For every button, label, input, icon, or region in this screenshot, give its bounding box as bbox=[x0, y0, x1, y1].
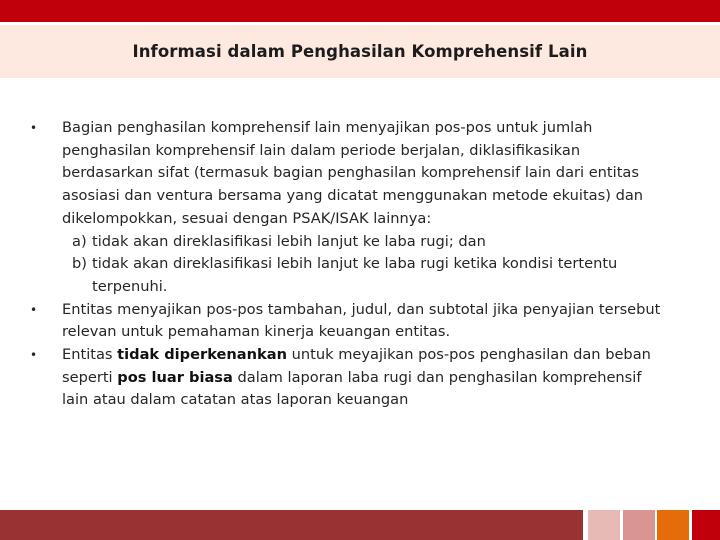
bullet-icon: • bbox=[30, 302, 38, 317]
footer-color-block bbox=[657, 510, 689, 540]
footer-color-block bbox=[692, 510, 720, 540]
bullet-icon: • bbox=[30, 348, 38, 363]
slide-title: Informasi dalam Penghasilan Komprehensif Lain bbox=[132, 42, 588, 61]
bullet-item bbox=[30, 117, 670, 231]
bullet-icon: • bbox=[30, 121, 38, 135]
title-banner bbox=[0, 22, 720, 78]
bullet-text: Entitas tidak diperkenankan untuk meyajikan pos-pos penghasilan dan beban seperti pos luar biasa dalam laporan laba rugi dan penghasilan komprehensif lain atau dalam catatan atas laporan keuangan bbox=[62, 346, 651, 409]
sub-list-item bbox=[30, 231, 670, 254]
sub-list-marker: a) bbox=[72, 232, 87, 250]
footer-color-block bbox=[588, 510, 620, 540]
sub-list-text: tidak akan direklasifikasi lebih lanjut ke laba rugi; dan bbox=[92, 232, 486, 250]
bullet-item bbox=[30, 299, 670, 344]
footer-bar bbox=[0, 510, 720, 540]
bullet-item bbox=[30, 344, 670, 412]
bullet-text: Bagian penghasilan komprehensif lain menyajikan pos-pos untuk jumlah penghasilan komprehensif lain dalam periode berjalan, diklasifikasikan berdasarkan sifat (termasuk bagian penghasilan komprehensif lain dari entitas asosiasi dan ventura bersama yang dicatat menggunakan metode ekuitas) dan dikelompokkan, sesuai dengan PSAK/ISAK lainnya: bbox=[62, 119, 644, 227]
sub-list-item bbox=[30, 253, 670, 298]
bullet-text: Entitas menyajikan pos-pos tambahan, judul, dan subtotal jika penyajian tersebut relevan untuk pemahaman kinerja keuangan entitas. bbox=[62, 300, 661, 341]
emphasis-text: pos luar biasa bbox=[117, 368, 233, 386]
slide-body bbox=[30, 117, 670, 412]
footer-main-block bbox=[0, 510, 583, 540]
emphasis-text: tidak diperkenankan bbox=[117, 346, 287, 364]
footer-color-block bbox=[623, 510, 655, 540]
sub-list-text: tidak akan direklasifikasi lebih lanjut ke laba rugi ketika kondisi tertentu terpenuhi. bbox=[92, 255, 618, 295]
sub-list-marker: b) bbox=[72, 255, 87, 273]
top-accent-bar bbox=[0, 0, 720, 22]
